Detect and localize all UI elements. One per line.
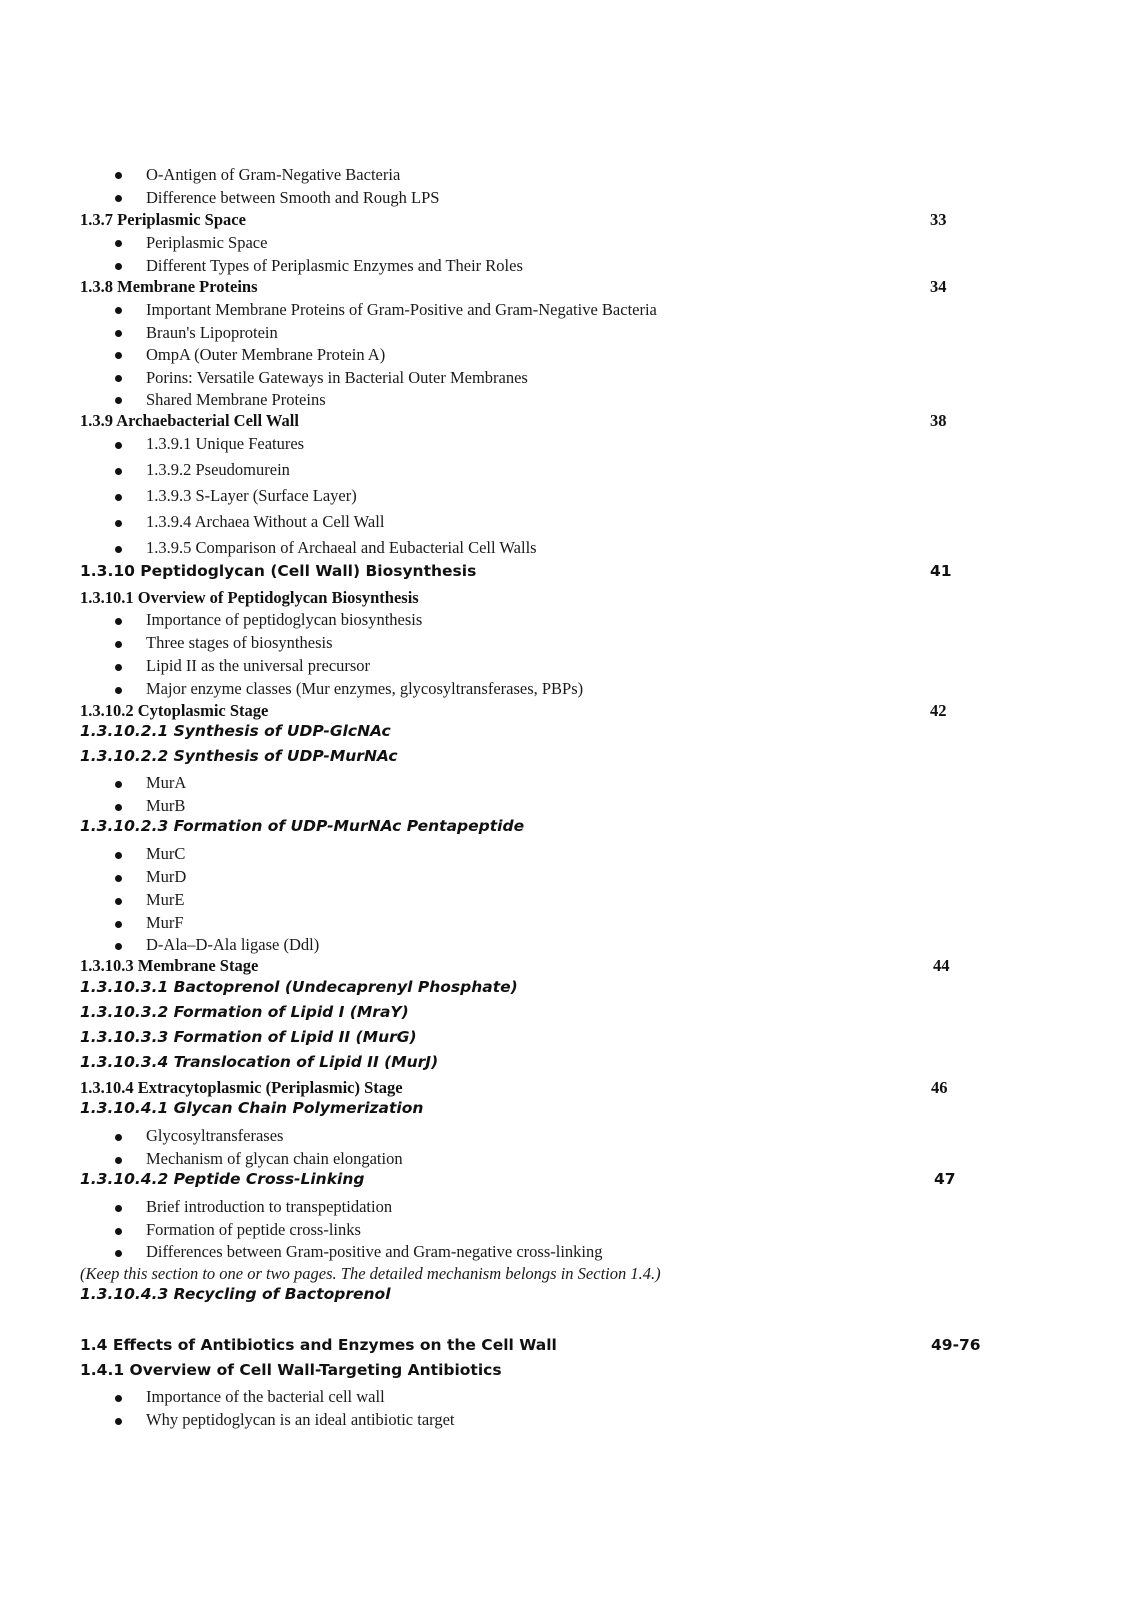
- bullet-icon: [115, 1418, 122, 1425]
- list-item-text: Different Types of Periplasmic Enzymes and Their Roles: [146, 256, 523, 275]
- page-number: 49-76: [931, 1336, 981, 1354]
- page-number: 34: [930, 277, 947, 296]
- bullet-icon: [115, 1157, 122, 1164]
- bullet-icon: [115, 195, 122, 202]
- bullet-icon: [115, 468, 122, 475]
- bullet-icon: [115, 687, 122, 694]
- bullet-icon: [115, 852, 122, 859]
- bullet-icon: [115, 546, 122, 553]
- list-item-text: MurD: [146, 867, 187, 886]
- bullet-icon: [115, 307, 122, 314]
- section-heading: 1.4.1 Overview of Cell Wall-Targeting Antibiotics: [80, 1361, 502, 1379]
- section-heading: 1.3.8 Membrane Proteins: [80, 277, 258, 296]
- list-item-text: Major enzyme classes (Mur enzymes, glycosyltransferases, PBPs): [146, 679, 584, 698]
- bullet-icon: [115, 442, 122, 449]
- list-item-text: O-Antigen of Gram-Negative Bacteria: [146, 165, 401, 184]
- list-item-text: MurF: [146, 913, 184, 932]
- page-number: 42: [930, 701, 947, 720]
- page-number: 44: [933, 956, 950, 975]
- bullet-icon: [115, 943, 122, 950]
- page-number: 46: [931, 1078, 948, 1097]
- list-item-text: 1.3.9.5 Comparison of Archaeal and Eubacterial Cell Walls: [146, 538, 537, 557]
- list-item-text: Shared Membrane Proteins: [146, 390, 326, 409]
- list-item-text: 1.3.9.3 S-Layer (Surface Layer): [146, 486, 357, 505]
- list-item-text: Important Membrane Proteins of Gram-Positive and Gram-Negative Bacteria: [146, 300, 657, 319]
- bullet-icon: [115, 804, 122, 811]
- section-heading: 1.3.10.3.3 Formation of Lipid II (MurG): [80, 1028, 417, 1046]
- list-item-text: MurE: [146, 890, 185, 909]
- page-number: 47: [934, 1170, 956, 1188]
- list-item-text: Difference between Smooth and Rough LPS: [146, 188, 440, 207]
- page-number: 41: [930, 562, 952, 580]
- list-item-text: 1.3.9.2 Pseudomurein: [146, 460, 290, 479]
- page-number: 38: [930, 411, 947, 430]
- page-number: 33: [930, 210, 947, 229]
- bullet-icon: [115, 494, 122, 501]
- section-heading: 1.3.10.3 Membrane Stage: [80, 956, 259, 975]
- section-heading: 1.3.9 Archaebacterial Cell Wall: [80, 411, 299, 430]
- list-item-text: Three stages of biosynthesis: [146, 633, 333, 652]
- bullet-icon: [115, 664, 122, 671]
- section-heading: 1.3.10.4.1 Glycan Chain Polymerization: [80, 1099, 424, 1117]
- bullet-icon: [115, 618, 122, 625]
- list-item-text: 1.3.9.4 Archaea Without a Cell Wall: [146, 512, 385, 531]
- section-heading: 1.3.7 Periplasmic Space: [80, 210, 246, 229]
- section-heading: 1.3.10 Peptidoglycan (Cell Wall) Biosynthesis: [80, 562, 477, 580]
- section-heading: 1.3.10.3.4 Translocation of Lipid II (MurJ): [80, 1053, 439, 1071]
- list-item-text: Braun's Lipoprotein: [146, 323, 278, 342]
- section-heading: 1.3.10.3.1 Bactoprenol (Undecaprenyl Phosphate): [80, 978, 518, 996]
- section-heading: 1.3.10.2.3 Formation of UDP-MurNAc Pentapeptide: [80, 817, 525, 835]
- list-item-text: MurB: [146, 796, 186, 815]
- bullet-icon: [115, 375, 122, 382]
- note-text: (Keep this section to one or two pages. The detailed mechanism belongs in Section 1.4.): [80, 1264, 661, 1283]
- list-item-text: 1.3.9.1 Unique Features: [146, 434, 305, 453]
- section-heading: 1.3.10.2 Cytoplasmic Stage: [80, 701, 269, 720]
- section-heading: 1.3.10.4.2 Peptide Cross-Linking: [80, 1170, 365, 1188]
- list-item-text: Porins: Versatile Gateways in Bacterial Outer Membranes: [146, 368, 528, 387]
- section-heading: 1.3.10.2.2 Synthesis of UDP-MurNAc: [80, 747, 398, 765]
- bullet-icon: [115, 781, 122, 788]
- section-heading: 1.4 Effects of Antibiotics and Enzymes on the Cell Wall: [80, 1336, 557, 1354]
- bullet-icon: [115, 921, 122, 928]
- section-heading: 1.3.10.4.3 Recycling of Bactoprenol: [80, 1285, 391, 1303]
- list-item-text: OmpA (Outer Membrane Protein A): [146, 345, 386, 364]
- list-item-text: Glycosyltransferases: [146, 1126, 284, 1145]
- bullet-icon: [115, 397, 122, 404]
- bullet-icon: [115, 1228, 122, 1235]
- list-item-text: MurA: [146, 773, 187, 792]
- list-item-text: Why peptidoglycan is an ideal antibiotic target: [146, 1410, 455, 1429]
- section-heading: 1.3.10.4 Extracytoplasmic (Periplasmic) Stage: [80, 1078, 403, 1097]
- list-item-text: Formation of peptide cross-links: [146, 1220, 361, 1239]
- section-heading: 1.3.10.1 Overview of Peptidoglycan Biosynthesis: [80, 588, 419, 607]
- list-item-text: Importance of the bacterial cell wall: [146, 1387, 385, 1406]
- bullet-icon: [115, 1250, 122, 1257]
- list-item-text: Lipid II as the universal precursor: [146, 656, 371, 675]
- list-item-text: D-Ala–D-Ala ligase (Ddl): [146, 935, 320, 954]
- bullet-icon: [115, 898, 122, 905]
- section-heading: 1.3.10.2.1 Synthesis of UDP-GlcNAc: [80, 722, 391, 740]
- list-item-text: Importance of peptidoglycan biosynthesis: [146, 610, 423, 629]
- bullet-icon: [115, 520, 122, 527]
- bullet-icon: [115, 641, 122, 648]
- bullet-icon: [115, 1134, 122, 1141]
- bullet-icon: [115, 172, 122, 179]
- bullet-icon: [115, 330, 122, 337]
- list-item-text: Differences between Gram-positive and Gram-negative cross-linking: [146, 1242, 603, 1261]
- bullet-icon: [115, 352, 122, 359]
- list-item-text: Periplasmic Space: [146, 233, 268, 252]
- section-heading: 1.3.10.3.2 Formation of Lipid I (MraY): [80, 1003, 409, 1021]
- list-item-text: Brief introduction to transpeptidation: [146, 1197, 393, 1216]
- list-item-text: MurC: [146, 844, 186, 863]
- bullet-icon: [115, 263, 122, 270]
- bullet-icon: [115, 875, 122, 882]
- bullet-icon: [115, 1205, 122, 1212]
- list-item-text: Mechanism of glycan chain elongation: [146, 1149, 403, 1168]
- bullet-icon: [115, 1395, 122, 1402]
- bullet-icon: [115, 240, 122, 247]
